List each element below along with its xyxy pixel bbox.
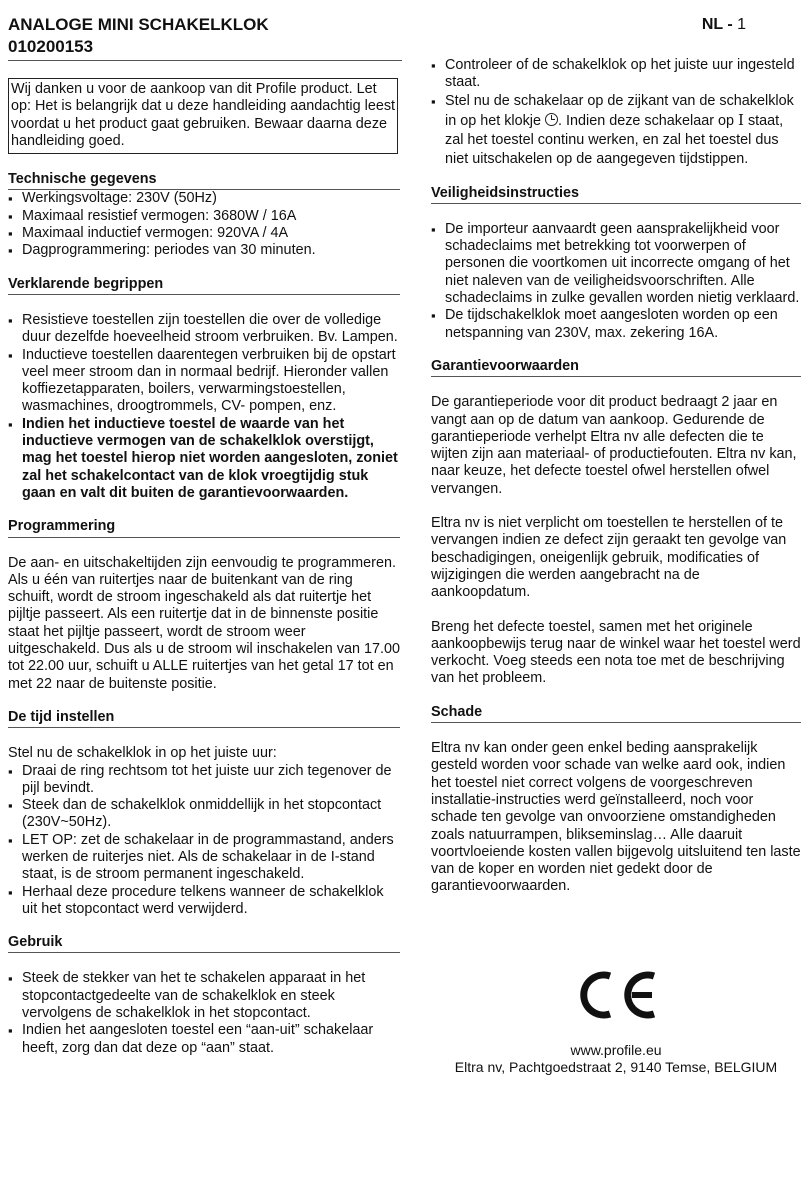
list-item: ▪ Dagprogrammering: periodes van 30 minuten. [8, 242, 400, 259]
ce-mark-icon [574, 970, 658, 1020]
list-item: ▪ Werkingsvoltage: 230V (50Hz) [8, 190, 400, 207]
list-item: ▪ Maximaal inductief vermogen: 920VA / 4A [8, 225, 400, 242]
terms-heading: Verklarende begrippen [8, 276, 400, 295]
footer [431, 1042, 801, 1076]
usage-heading: Gebruik [8, 934, 400, 953]
list-item-switch [431, 92, 801, 169]
document-title: ANALOGE MINI SCHAKELKLOK [8, 15, 269, 34]
header-rule [8, 60, 402, 61]
list-item: ▪ LET OP: zet de schakelaar in de programmastand, anders werken de ruiterjes niet. Als de schakelaar in de I-stand staat, is de stroom permanent ingeschakeld. [8, 832, 400, 884]
list-item: ▪ De importeur aanvaardt geen aansprakelijkheid voor schadeclaims met betrekking tot voorwerpen of personen die voortkomen uit incorrecte omgang of het niet naleven van de veiligheidsvoorschriften. Alle schadeclaims in zulke gevallen worden nietig verklaard. [431, 221, 801, 307]
terms-list [8, 312, 400, 502]
usage-list-continued [431, 57, 801, 169]
list-item: ▪ Steek de stekker van het te schakelen apparaat in het stopcontactgedeelte van de schakelklok en steek vervolgens de schakelklok in het stopcontact. [8, 970, 400, 1022]
programming-heading: Programmering [8, 518, 400, 537]
product-code: 010200153 [8, 37, 94, 56]
safety-heading: Veiligheidsinstructies [431, 185, 801, 204]
list-item: ▪ Maximaal resistief vermogen: 3680W / 16A [8, 208, 400, 225]
website-link[interactable]: www.profile.eu [570, 1042, 662, 1058]
switch-text-a: Stel nu de schakelaar op de zijkant van de schakelklok in op het klokje [445, 92, 794, 129]
company-address: Eltra nv, Pachtgoedstraat 2, 9140 Temse, BELGIUM [454, 1059, 778, 1075]
list-item: ▪ Inductieve toestellen daarentegen verbruiken bij de opstart veel meer stroom dan in normaal bedrijf. Hieronder vallen koffiezetapparaten, boilers, verwarmingstoestellen, wasmachines, droogtrommels, CV- pompen, enz. [8, 347, 400, 416]
usage-list [8, 970, 400, 1056]
switch-text-b: . Indien deze schakelaar op [558, 112, 739, 129]
warranty-paragraph: De garantieperiode voor dit product bedraagt 2 jaar en vangt aan op de datum van aankoop. Gedurende de garantieperiode verhelpt Eltra nv alle defecten die te wijten zijn aan materiaal- of productiefouten. Eltra nv kan, naar keuze, het defecte toestel ofwel herstellen ofwel vervangen. [431, 394, 797, 497]
list-item: ▪ Herhaal deze procedure telkens wanneer de schakelklok uit het stopcontact werd verwijderd. [8, 884, 400, 919]
list-item: ▪ Draai de ring rechtsom tot het juiste uur zich tegenover de pijl bevindt. [8, 763, 400, 798]
list-item: ▪ De tijdschakelklok moet aangesloten worden op een netspanning van 230V, max. zekering 16A. [431, 307, 801, 342]
page-number: 1 [737, 16, 746, 33]
time-heading: De tijd instellen [8, 709, 400, 728]
programming-text: De aan- en uitschakeltijden zijn eenvoudig te programmeren. Als u één van ruitertjes naar de buitenkant van de ring schuift, wordt de stroom ingeschakeld als dat ruitertje het pijltje passeert. Als een ruitertje dat in de binnenste positie staat het pijltje passeert, wordt de stroom weer uitgeschakeld. Dus als u de stroom wil inschakelen van 17.00 tot 22.00 uur, schuift u ALLE ruitertjes van het getal 17 tot en met 22 naar de buitenste positie. [8, 554, 400, 692]
left-column [8, 78, 400, 1057]
warranty-paragraph: Breng het defecte toestel, samen met het originele aankoopbewijs terug naar de winkel waar het toestel werd verkocht. Voeg steeds een nota toe met de beschrijving van het probleem. [431, 618, 801, 687]
intro-box: Wij danken u voor de aankoop van dit Profile product. Let op: Het is belangrijk dat u deze handleiding aandachtig leest voordat u het product gaat gebruiken. Bewaar daarna deze handleiding goed. [8, 78, 398, 154]
warranty-heading: Garantievoorwaarden [431, 358, 801, 377]
damage-heading: Schade [431, 704, 801, 723]
page-indicator [702, 16, 746, 34]
list-item-warning: ▪ Indien het inductieve toestel de waarde van het inductieve vermogen van de schakelklok overstijgt, mag het toestel hierop niet worden aangesloten, zoniet zal het schakelcontact van de klok vroegtijdig stuk gaan en valt dit buiten de garantievoorwaarden. [8, 416, 400, 502]
tech-heading: Technische gegevens [8, 171, 400, 190]
switch-text-c: staat, zal het toestel continu werken, en zal het toestel dus niet uitschakelen op de aangegeven tijdstippen. [445, 112, 784, 167]
on-symbol: I [738, 110, 744, 129]
time-list [8, 763, 400, 919]
language-code: NL - [701, 16, 733, 33]
tech-list [8, 190, 400, 259]
list-item: ▪ Controleer of de schakelklok op het juiste uur ingesteld staat. [431, 57, 801, 92]
time-intro: Stel nu de schakelklok in op het juiste uur: [8, 745, 277, 762]
damage-text: Eltra nv kan onder geen enkel beding aansprakelijk gesteld worden voor schade van welke aard ook, indien het toestel niet correct volgens de voorgeschreven installatie-instructies werd geïnstalleerd, noch voor schade ten gevolge van onvoorziene omstandigheden zoals natuurrampen, blikseminslag… Alle daaruit voortvloeiende kosten vallen bijgevolg uitsluitend ten laste van de koper en worden niet gedekt door de garantievoorwaarden. [431, 740, 801, 895]
safety-list [431, 221, 801, 342]
list-item: ▪ Steek dan de schakelklok onmiddellijk in het stopcontact (230V~50Hz). [8, 797, 400, 832]
clock-icon [545, 113, 558, 126]
right-column [431, 57, 801, 896]
list-item: ▪ Indien het aangesloten toestel een “aan-uit” schakelaar heeft, zorg dan dat deze op “aan” staat. [8, 1022, 400, 1057]
list-item: ▪ Resistieve toestellen zijn toestellen die over de volledige duur dezelfde hoeveelheid stroom verbruiken. Bv. Lampen. [8, 312, 400, 347]
warranty-paragraph: Eltra nv is niet verplicht om toestellen te herstellen of te vervangen indien ze defect zijn geraakt ten gevolge van beschadigingen, oneigenlijk gebruik, modificaties of wijzigingen die werden aangebracht na de aankoopdatum. [431, 515, 787, 601]
